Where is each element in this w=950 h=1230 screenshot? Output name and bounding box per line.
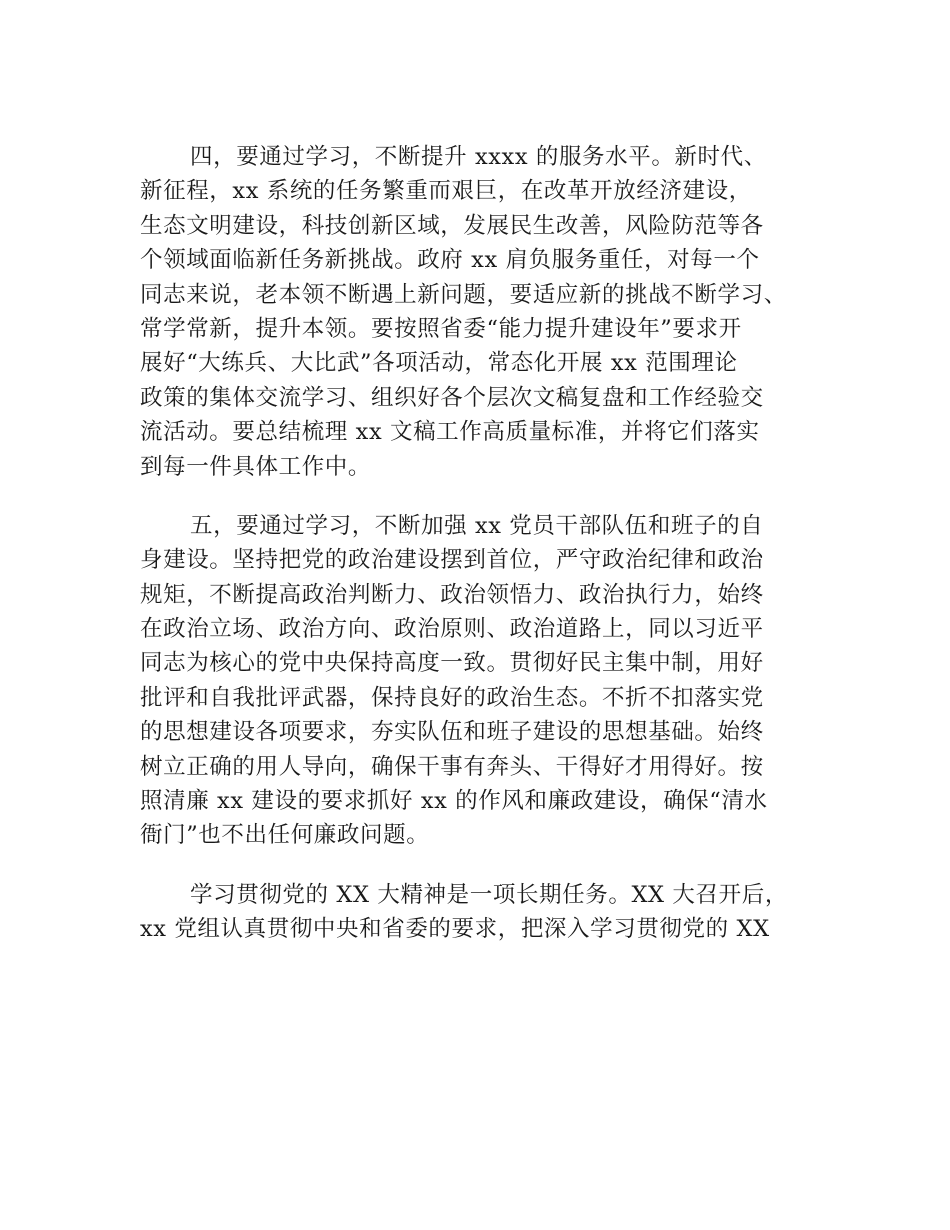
- text-line: 常学常新，提升本领。要按照省委“能力提升建设年”要求开: [140, 315, 742, 342]
- text-line: 的思想建设各项要求，夯实队伍和班子建设的思想基础。始终: [140, 719, 764, 746]
- text-line: 照清廉 xx 建设的要求抓好 xx 的作风和廉政建设，确保“清水: [140, 788, 768, 815]
- paragraph-four: [140, 140, 830, 484]
- document-body: [140, 140, 830, 972]
- text-line: 生态文明建设，科技创新区域，发展民生改善，风险防范等各: [140, 212, 764, 239]
- text-line: xx 党组认真贯彻中央和省委的要求，把深入学习贯彻党的 XX: [140, 916, 770, 943]
- paragraph-closing: [140, 878, 830, 947]
- paragraph-five: [140, 509, 830, 853]
- text-line: 到每一件具体工作中。: [140, 453, 372, 480]
- text-line: 同志为核心的党中央保持高度一致。贯彻好民主集中制，用好: [140, 650, 764, 677]
- text-line: 流活动。要总结梳理 xx 文稿工作高质量标准，并将它们落实: [140, 419, 760, 446]
- text-line: 个领域面临新任务新挑战。政府 xx 肩负服务重任，对每一个: [140, 247, 760, 274]
- text-line: 批评和自我批评武器，保持良好的政治生态。不折不扣落实党: [140, 684, 764, 711]
- text-line: 身建设。坚持把党的政治建设摆到首位，严守政治纪律和政治: [140, 547, 764, 574]
- text-line: 政策的集体交流学习、组织好各个层次文稿复盘和工作经验交: [140, 384, 764, 411]
- text-line: 树立正确的用人导向，确保干事有奔头、干得好才用得好。按: [140, 753, 764, 780]
- text-line: 规矩，不断提高政治判断力、政治领悟力、政治执行力，始终: [140, 581, 764, 608]
- text-line: 衙门”也不出任何廉政问题。: [140, 822, 430, 849]
- text-line: 四，要通过学习，不断提升 xxxx 的服务水平。新时代、: [190, 144, 767, 170]
- text-line: 五，要通过学习，不断加强 xx 党员干部队伍和班子的自: [190, 512, 764, 539]
- text-line: 新征程，xx 系统的任务繁重而艰巨，在改革开放经济建设，: [140, 178, 752, 205]
- text-line: 在政治立场、政治方向、政治原则、政治道路上，同以习近平: [140, 616, 764, 643]
- text-line: 同志来说，老本领不断遇上新问题，要适应新的挑战不断学习、: [140, 281, 787, 308]
- text-line: 学习贯彻党的 XX 大精神是一项长期任务。XX 大召开后，: [190, 881, 788, 908]
- text-line: 展好“大练兵、大比武”各项活动，常态化开展 xx 范围理论: [140, 350, 738, 377]
